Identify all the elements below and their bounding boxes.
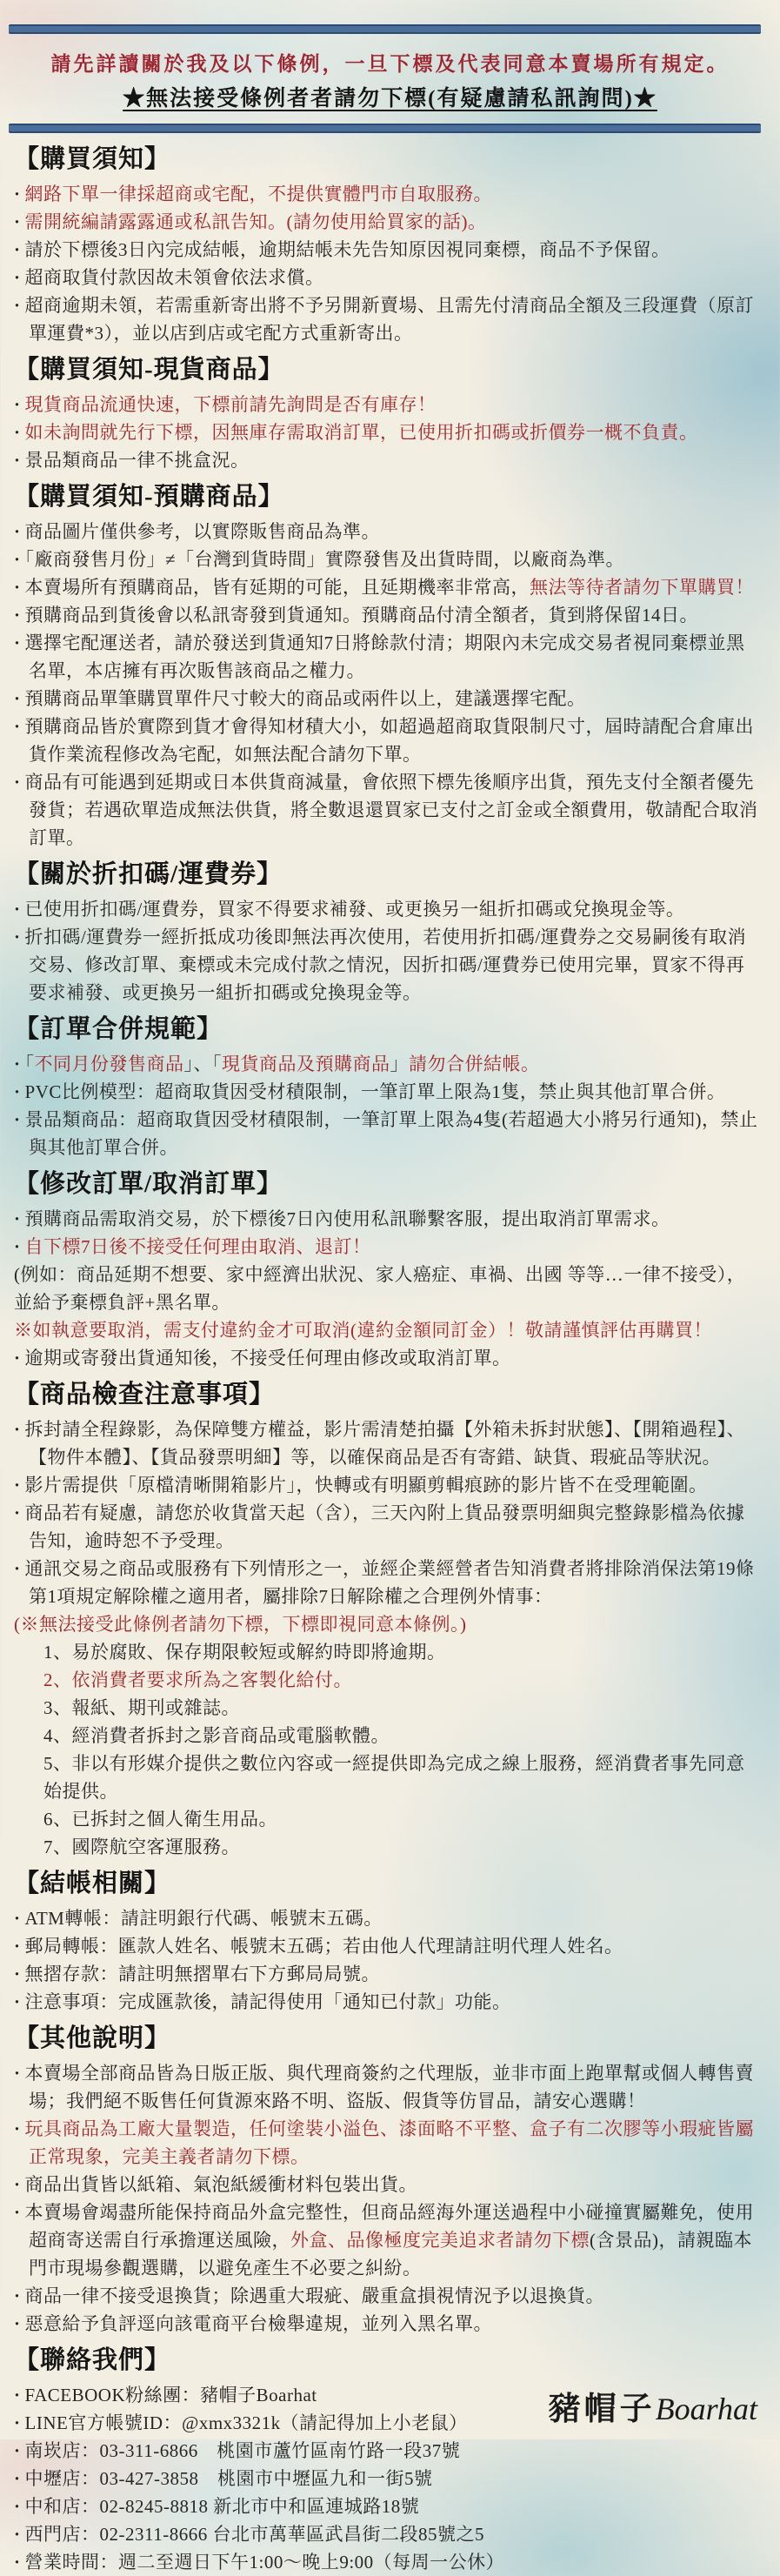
notice-item <box>14 2198 763 2282</box>
notice-text: 本賣場會竭盡所能保持商品外盒完整性，但商品經海外運送過程中小碰撞實屬難免，使用超商寄送需自行承擔運送風險， <box>24 2202 755 2251</box>
notice-text: 超商取貨付款因故未領會依法求償。 <box>24 267 324 288</box>
bullet-icon: · <box>14 772 21 793</box>
bullet-icon: · <box>14 450 21 471</box>
notice-item <box>14 1610 763 1638</box>
notice-item <box>14 1078 763 1106</box>
notice-text: 如未詢問就先行下標，因無庫存需取消訂單，已使用折扣碼或折價券一概不負責。 <box>24 422 698 443</box>
bullet-icon: · <box>14 1936 21 1957</box>
notice-item <box>14 895 763 923</box>
bullet-icon: · <box>14 605 21 626</box>
notice-text: 請勿合併結帳。 <box>409 1054 540 1074</box>
bullet-icon: · <box>14 2385 21 2405</box>
notice-item <box>14 685 763 713</box>
bullet-icon: · <box>14 2524 21 2545</box>
bullet-icon: · <box>14 422 21 443</box>
bullet-icon: · <box>14 295 21 316</box>
notice-item <box>14 2059 763 2115</box>
notice-text: 郵局轉帳：匯款人姓名、帳號末五碼；若由他人代理請註明代理人姓名。 <box>24 1936 623 1957</box>
notice-item <box>14 1722 763 1750</box>
notice-text: 商品有可能遇到延期或日本供貨商減量，會依照下標先後順序出貨，預先支付全額者優先發貨；若遇砍單造成無法供貨，將全數退還買家已支付之訂金或全額費用，敬請配合取消訂單。 <box>24 772 758 848</box>
notice-text: 營業時間：週二至週日下午1:00～晚上9:00（每周一公休） <box>24 2552 505 2573</box>
notice-text: 中壢店：03-427-3858 桃園市中壢區九和一街5號 <box>24 2468 433 2489</box>
notice-item <box>14 629 763 685</box>
notice-text: 注意事項：完成匯款後，請記得使用「通知已付款」功能。 <box>24 1991 511 2012</box>
notice-title-red: 請先詳讀關於我及以下條例，一旦下標及代表同意本賣場所有規定。 <box>50 53 730 75</box>
notice-text: 南崁店：03-311-6866 桃園市蘆竹區南竹路一段37號 <box>24 2440 461 2461</box>
notice-text: 已使用折扣碼/運費券，買家不得要求補發、或更換另一組折扣碼或兌換現金等。 <box>24 899 685 920</box>
bullet-icon: · <box>14 577 21 598</box>
bullet-icon: · <box>14 1419 21 1440</box>
notice-item <box>14 1932 763 1960</box>
bullet-icon: · <box>14 2412 21 2433</box>
notice-item <box>14 1106 763 1161</box>
notice-item <box>14 2437 763 2465</box>
notice-text: 「 <box>24 1054 35 1074</box>
section-title-checkout: 【結帳相關】 <box>14 1870 171 1897</box>
notice-item <box>14 1638 763 1666</box>
notice-item <box>14 236 763 264</box>
notice-text: 不同月份發售商品 <box>34 1054 184 1074</box>
notice-text: 」 <box>390 1054 410 1074</box>
section-inspection <box>14 1375 763 1861</box>
notice-text: 2、依消費者要求所為之客製化給付。 <box>43 1669 352 1690</box>
bullet-icon: · <box>14 521 21 542</box>
notice-item <box>14 1344 763 1372</box>
section-title-order-merge: 【訂單合併規範】 <box>14 1015 223 1043</box>
store-signature <box>549 2382 757 2429</box>
notice-item <box>14 1960 763 1988</box>
notice-text: PVC比例模型：超商取貨因受材積限制，一筆訂單上限為1隻，禁止與其他訂單合併。 <box>24 1081 726 1102</box>
notice-item <box>14 1904 763 1932</box>
bullet-icon: · <box>14 2313 21 2334</box>
bullet-icon: · <box>14 2118 21 2139</box>
notice-text: 本賣場所有預購商品，皆有延期的可能，且延期機率非常高， <box>24 577 530 598</box>
notice-text: 」、「 <box>183 1054 223 1074</box>
notice-text: 預購商品皆於實際到貨才會得知材積大小，如超過超商取貨限制尺寸，屆時請配合倉庫出貨作業流程修改為宅配，如無法配合請勿下單。 <box>24 716 755 765</box>
notice-item <box>14 1205 763 1233</box>
notice-text: 本賣場全部商品皆為日版正版、與代理商簽約之代理版，並非市面上跑單幫或個人轉售賣場；我們絕不販售任何貨源來路不明、盜版、假貨等仿冒品，請安心選購！ <box>24 2063 755 2111</box>
notice-text: 選擇宅配運送者，請於發送到貨通知7日將餘款付清；期限內未完成交易者視同棄標並黑名單，本店擁有再次販售該商品之權力。 <box>24 632 745 681</box>
notice-text: 中和店：02-8245-8818 新北市中和區連城路18號 <box>24 2496 420 2517</box>
notice-item <box>14 1555 763 1610</box>
notice-item <box>14 545 763 573</box>
notice-item <box>14 1666 763 1694</box>
notice-title-black: ★無法接受條例者者請勿下標(有疑慮請私訊詢問)★ <box>123 87 657 110</box>
notice-text: 「廠商發售月份」≠「台灣到貨時間」實際發售及出貨時間，以廠商為準。 <box>24 549 625 570</box>
notice-text: 影片需提供「原檔清晰開箱影片」，快轉或有明顯剪輯痕跡的影片皆不在受理範圍。 <box>24 1475 708 1495</box>
section-modify-cancel <box>14 1165 763 1372</box>
notice-text: 商品出貨皆以紙箱、氣泡紙緩衝材料包裝出貨。 <box>24 2174 418 2195</box>
signature-latin: Boarhat <box>655 2392 757 2426</box>
notice-text: 1、易於腐敗、保存期限較短或解約時即將逾期。 <box>43 1642 446 1663</box>
notice-item <box>14 1471 763 1499</box>
notice-text: 商品圖片僅供參考，以實際販售商品為準。 <box>24 521 381 542</box>
section-title-purchase-notes: 【購買須知】 <box>14 145 171 173</box>
notice-item <box>14 518 763 545</box>
notice-item <box>14 713 763 768</box>
notice-item <box>14 1415 763 1471</box>
notice-text: 商品若有疑慮，請您於收貨當天起（含），三天內附上貨品發票明細與完整錄影檔為依據告知，逾時恕不予受理。 <box>24 1502 745 1551</box>
notice-text: 玩具商品為工廠大量製造，任何塗裝小溢色、漆面略不平整、盒子有二次膠等小瑕疵皆屬正常現象，完美主義者請勿下標。 <box>24 2118 755 2167</box>
bullet-icon: · <box>14 899 21 920</box>
section-order-merge <box>14 1010 763 1161</box>
section-in-stock <box>14 351 763 474</box>
section-purchase-notes <box>14 140 763 347</box>
section-title-in-stock: 【購買須知-現貨商品】 <box>14 356 284 384</box>
notice-text: 無法等待者請勿下單購買！ <box>530 577 755 598</box>
notice-text: 超商逾期未領，若需重新寄出將不予另開新賣場、且需先付清商品全額及三段運費（原訂單運費*3），並以店到店或宅配方式重新寄出。 <box>24 295 755 344</box>
section-title-modify-cancel: 【修改訂單/取消訂單】 <box>14 1170 283 1198</box>
notice-text: 景品類商品一律不挑盒況。 <box>24 450 250 471</box>
section-title-contact: 【聯絡我們】 <box>14 2346 171 2374</box>
bullet-icon: · <box>14 1475 21 1495</box>
notice-item <box>14 1499 763 1555</box>
notice-text: LINE官方帳號ID：@xmx3321k（請記得加上小老鼠） <box>24 2412 468 2433</box>
notice-title-black-wrap <box>0 85 780 113</box>
bullet-icon: · <box>14 394 21 415</box>
section-checkout <box>14 1864 763 2016</box>
notice-text: ATM轉帳：請註明銀行代碼、帳號末五碼。 <box>24 1908 383 1929</box>
signature-chinese: 豬帽子 <box>548 2392 656 2427</box>
notice-item <box>14 1050 763 1078</box>
section-title-preorder: 【購買須知-預購商品】 <box>14 483 284 511</box>
notice-item <box>14 1694 763 1722</box>
notice-text: (※無法接受此條例者請勿下標，下標即視同意本條例。) <box>14 1614 467 1635</box>
bullet-icon: · <box>14 184 21 204</box>
notice-text: 預購商品到貨後會以私訊寄發到貨通知。預購商品付清全額者，貨到將保留14日。 <box>24 605 699 626</box>
notice-text: 惡意給予負評逕向該電商平台檢舉違規，並列入黑名單。 <box>24 2313 493 2334</box>
bullet-icon: · <box>14 1081 21 1102</box>
notice-text: 折扣碼/運費券一經折抵成功後即無法再次使用，若使用折扣碼/運費券之交易嗣後有取消交易、修改訂單、棄標或未完成付款之情況，因折扣碼/運費券已使用完畢，買家不得再要求補發、或更換另一組折扣碼或兌換現金等。 <box>24 927 747 1003</box>
bullet-icon: · <box>14 1054 21 1074</box>
section-title-inspection: 【商品檢查注意事項】 <box>14 1381 276 1408</box>
bullet-icon: · <box>14 2440 21 2461</box>
notice-text: 4、經消費者拆封之影音商品或電腦軟體。 <box>43 1725 390 1746</box>
notice-text: 需開統編請露露通或私訊告知。(請勿使用給買家的話)。 <box>24 211 487 232</box>
notice-text: 通訊交易之商品或服務有下列情形之一，並經企業經營者告知消費者將排除消保法第19條第1項規定解除權之適用者，屬排除7日解除權之合理例外情事： <box>24 1558 755 1607</box>
bullet-icon: · <box>14 1908 21 1929</box>
notice-text: 6、已拆封之個人衛生用品。 <box>43 1809 277 1830</box>
notice-text: 逾期或寄發出貨通知後，不接受任何理由修改或取消訂單。 <box>24 1348 511 1368</box>
notice-text: (例如：商品延期不想要、家中經濟出狀況、家人癌症、車禍、出國 等等…一律不接受），並給予棄標負評+黑名單。 <box>14 1264 746 1313</box>
notice-item <box>14 923 763 1007</box>
notice-text: 7、國際航空客運服務。 <box>43 1837 240 1857</box>
notice-text: 外盒、品像極度完美追求者請勿下標 <box>290 2230 590 2251</box>
notice-text: 景品類商品：超商取貨因受材積限制，一筆訂單上限為4隻(若超過大小將另行通知)，禁止與其他訂單合併。 <box>24 1109 758 1158</box>
notice-item <box>14 1750 763 1805</box>
notice-text: 預購商品單筆購買單件尺寸較大的商品或兩件以上，建議選擇宅配。 <box>24 688 586 709</box>
bullet-icon: · <box>14 2285 21 2306</box>
notice-item <box>14 573 763 601</box>
notice-item <box>14 291 763 347</box>
notice-item <box>14 2548 763 2576</box>
section-other <box>14 2019 763 2338</box>
section-discount-codes <box>14 855 763 1007</box>
notice-text: 網路下單一律採超商或宅配，不提供實體門市自取服務。 <box>24 184 493 204</box>
bullet-icon: · <box>14 1348 21 1368</box>
notice-item <box>14 2115 763 2171</box>
bullet-icon: · <box>14 549 21 570</box>
bullet-icon: · <box>14 2063 21 2084</box>
notice-item <box>14 391 763 418</box>
notice-item <box>14 418 763 446</box>
notice-text: 西門店：02-2311-8666 台北市萬華區武昌街二段85號之5 <box>24 2524 484 2545</box>
notice-text: 現貨商品流通快速，下標前請先詢問是否有庫存！ <box>24 394 437 415</box>
notice-item <box>14 180 763 208</box>
bullet-icon: · <box>14 239 21 260</box>
notice-text: 無摺存款：請註明無摺單右下方郵局局號。 <box>24 1964 381 1984</box>
bullet-icon: · <box>14 2496 21 2517</box>
bullet-icon: · <box>14 211 21 232</box>
notice-text: 5、非以有形媒介提供之數位內容或一經提供即為完成之線上服務，經消費者事先同意始提供。 <box>43 1753 745 1802</box>
bullet-icon: · <box>14 632 21 653</box>
notice-text: 商品一律不接受退換貨；除遇重大瑕疵、嚴重盒損視情況予以退換貨。 <box>24 2285 605 2306</box>
divider-bar-bottom <box>9 124 761 133</box>
bullet-icon: · <box>14 1964 21 1984</box>
notice-text: 自下標7日後不接受任何理由取消、退訂！ <box>24 1236 371 1257</box>
section-contact <box>14 2341 763 2576</box>
notice-text: 預購商品需取消交易，於下標後7日內使用私訊聯繫客服，提出取消訂單需求。 <box>24 1208 670 1229</box>
notice-item <box>14 2171 763 2198</box>
notice-item <box>14 2520 763 2548</box>
bullet-icon: · <box>14 1236 21 1257</box>
notice-text: FACEBOOK粉絲團：豬帽子Boarhat <box>24 2385 317 2405</box>
bullet-icon: · <box>14 1208 21 1229</box>
bullet-icon: · <box>14 1109 21 1130</box>
bullet-icon: · <box>14 2468 21 2489</box>
notice-item <box>14 1805 763 1833</box>
divider-bar-top <box>9 24 761 34</box>
notice-text: 現貨商品及預購商品 <box>222 1054 390 1074</box>
bullet-icon: · <box>14 2174 21 2195</box>
bullet-icon: · <box>14 688 21 709</box>
notice-item <box>14 601 763 629</box>
seller-terms-document <box>0 24 780 2576</box>
notice-item <box>14 2310 763 2338</box>
notice-item <box>14 1316 763 1344</box>
notice-text: 3、報紙、期刊或雜誌。 <box>43 1697 240 1718</box>
notice-item <box>14 768 763 852</box>
notice-text: 請於下標後3日內完成結帳，逾期結帳未先告知原因視同棄標，商品不予保留。 <box>24 239 670 260</box>
section-title-discount-codes: 【關於折扣碼/運費券】 <box>14 860 283 888</box>
section-preorder <box>14 478 763 852</box>
section-title-other: 【其他說明】 <box>14 2024 171 2052</box>
notice-text: 拆封請全程錄影，為保障雙方權益，影片需清楚拍攝【外箱未拆封狀態】、【開箱過程】、【物件本體】、【貨品發票明細】等，以確保商品是否有寄錯、缺貨、瑕疵品等狀況。 <box>24 1419 746 1468</box>
sections-container <box>0 133 780 2576</box>
notice-item <box>14 1233 763 1261</box>
notice-text: (含景品)，請親臨本門市現場參觀選購，以避免產生不必要之糾紛。 <box>29 2230 752 2278</box>
notice-item <box>14 2465 763 2492</box>
notice-item <box>14 2282 763 2310</box>
bullet-icon: · <box>14 716 21 737</box>
notice-item <box>14 446 763 474</box>
notice-item <box>14 2492 763 2520</box>
bullet-icon: · <box>14 1558 21 1579</box>
bullet-icon: · <box>14 927 21 947</box>
notice-item <box>14 1261 763 1316</box>
notice-item <box>14 208 763 236</box>
notice-item <box>14 1988 763 2016</box>
notice-item <box>14 264 763 291</box>
bullet-icon: · <box>14 267 21 288</box>
bullet-icon: · <box>14 2202 21 2223</box>
bullet-icon: · <box>14 1502 21 1523</box>
notice-text: ※如執意要取消，需支付違約金才可取消(違約金額同訂金）！敬請謹慎評估再購買！ <box>14 1320 712 1341</box>
bullet-icon: · <box>14 1991 21 2012</box>
notice-item <box>14 1833 763 1861</box>
bullet-icon: · <box>14 2552 21 2573</box>
